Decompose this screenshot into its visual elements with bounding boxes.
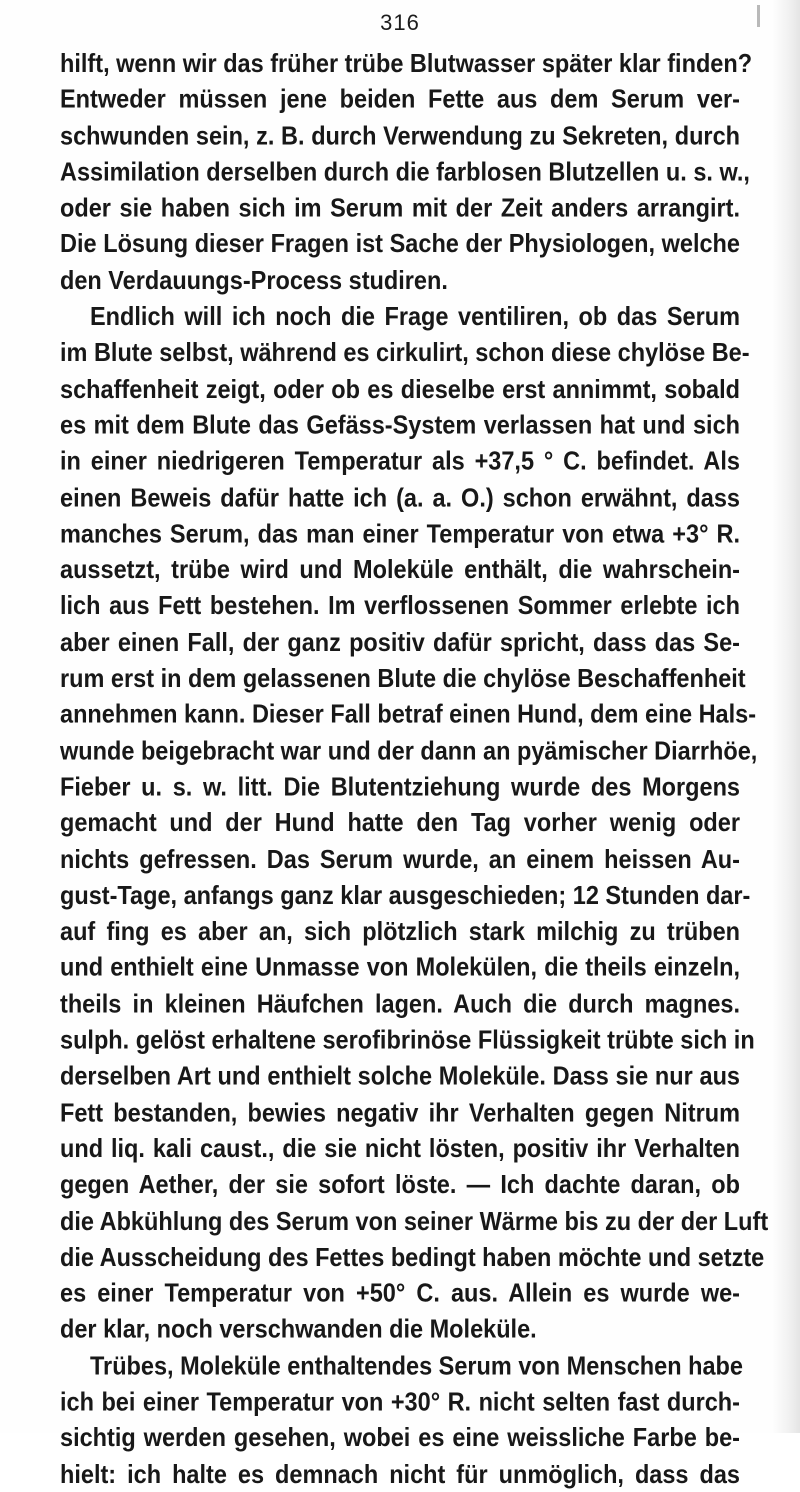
text-line: hielt: ich halte es demnach nicht für unmöglich, dass das: [60, 1459, 740, 1489]
page-number: 316: [380, 10, 420, 35]
text-line: Fieber u. s. w. litt. Die Blutentziehung wurde des Morgens: [60, 771, 740, 801]
text-line: und liq. kali caust., die sie nicht lösten, positiv ihr Verhalten: [60, 1133, 740, 1163]
text-line: in einer niedrigeren Temperatur als +37,5 ° C. befindet. Als: [60, 446, 740, 476]
text-line: annehmen kann. Dieser Fall betraf einen Hund, dem eine Hals-: [60, 699, 757, 729]
text-line: lich aus Fett bestehen. Im verflossenen Sommer erlebte ich: [60, 590, 740, 621]
text-line: der klar, noch verschwanden die Moleküle.: [60, 1314, 537, 1344]
text-line: nichts gefressen. Das Serum wurde, an einem heissen Au-: [60, 844, 740, 874]
text-line: es einer Temperatur von +50° C. aus. Allein es wurde we-: [60, 1278, 740, 1308]
text-line: Endlich will ich noch die Frage ventiliren, ob das Serum: [90, 301, 740, 331]
text-line: die Abkühlung des Serum von seiner Wärme bis zu der der Luft: [60, 1205, 769, 1235]
page-edge-shadow: [772, 0, 800, 1433]
text-line: ich bei einer Temperatur von +30° R. nicht selten fast durch-: [60, 1386, 740, 1416]
text-line: manches Serum, das man einer Temperatur von etwa +3° R.: [60, 518, 740, 548]
text-line: sichtig werden gesehen, wobei es eine weissliche Farbe be-: [60, 1422, 740, 1453]
text-line: gegen Aether, der sie sofort löste. — Ich dachte daran, ob: [60, 1169, 740, 1199]
text-line: aussetzt, trübe wird und Moleküle enthält, die wahrschein-: [60, 554, 740, 584]
text-line: schaffenheit zeigt, oder ob es dieselbe erst annimmt, sobald: [60, 373, 740, 404]
text-line: Entweder müssen jene beiden Fette aus dem Serum ver-: [60, 84, 740, 114]
text-line: den Verdauungs-Process studiren.: [60, 265, 448, 295]
text-line: Assimilation derselben durch die farblosen Blutzellen u. s. w.,: [60, 156, 750, 186]
text-line: theils in kleinen Häufchen lagen. Auch die durch magnes.: [60, 988, 740, 1018]
text-line: hilft, wenn wir das früher trübe Blutwasser später klar finden?: [60, 48, 753, 78]
text-line: und enthielt eine Unmasse von Molekülen, die theils einzeln,: [60, 952, 740, 982]
text-line: oder sie haben sich im Serum mit der Zeit anders arrangirt.: [60, 193, 740, 223]
text-line: wunde beigebracht war und der dann an pyämischer Diarrhöe,: [60, 735, 758, 765]
text-line: schwunden sein, z. B. durch Verwendung zu Sekreten, durch: [60, 120, 740, 150]
text-line: derselben Art und enthielt solche Moleküle. Dass sie nur aus: [60, 1061, 740, 1091]
text-line: auf fing es aber an, sich plötzlich stark milchig zu trüben: [60, 916, 740, 946]
text-line: rum erst in dem gelassenen Blute die chylöse Beschaffenheit: [60, 663, 746, 693]
text-line: Die Lösung dieser Fragen ist Sache der Physiologen, welche: [60, 229, 740, 259]
text-line: sulph. gelöst erhaltene serofibrinöse Flüssigkeit trübte sich in: [60, 1025, 755, 1055]
text-line: die Ausscheidung des Fettes bedingt haben möchte und setzte: [60, 1242, 765, 1272]
text-line: gemacht und der Hund hatte den Tag vorher wenig oder: [60, 807, 740, 838]
text-line: aber einen Fall, der ganz positiv dafür spricht, dass das Se-: [60, 627, 740, 657]
text-line: im Blute selbst, während es cirkulirt, schon diese chylöse Be-: [60, 337, 750, 367]
text-line: Trübes, Moleküle enthaltendes Serum von Menschen habe: [90, 1350, 743, 1380]
text-line: Fett bestanden, bewies negativ ihr Verhalten gegen Nitrum: [60, 1097, 740, 1127]
text-line: gust-Tage, anfangs ganz klar ausgeschieden; 12 Stunden dar-: [60, 880, 751, 910]
text-line: einen Beweis dafür hatte ich (a. a. O.) schon erwähnt, dass: [60, 482, 740, 512]
text-line: es mit dem Blute das Gefäss-System verlassen hat und sich: [60, 410, 740, 440]
body-text: [60, 45, 769, 1492]
